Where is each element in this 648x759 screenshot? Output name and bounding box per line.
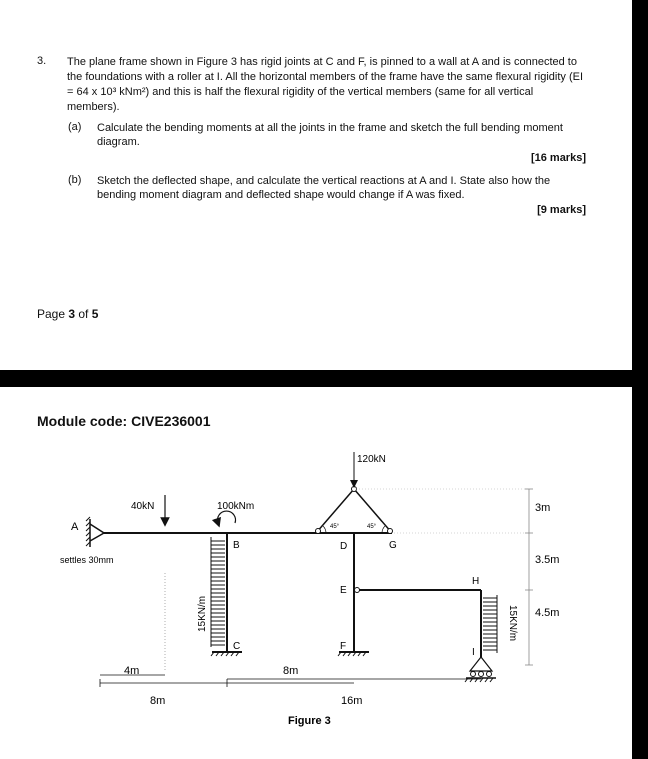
page-lower	[0, 387, 632, 759]
udl-right	[483, 595, 497, 653]
part-b-text: Sketch the deflected shape, and calculate the vertical reactions at A and I. State also how the bending moment diagram and deflected shape would change if A was fixed.	[97, 175, 551, 201]
dim-4-5m: 4.5m	[535, 607, 560, 619]
page-total: 5	[91, 307, 99, 321]
udl-left	[211, 537, 225, 647]
page-number	[37, 307, 98, 321]
module-code: Module code: CIVE236001	[37, 413, 211, 429]
pin-e	[355, 588, 360, 593]
angle-right-label: 45°	[367, 524, 377, 530]
question-number: 3.	[37, 55, 47, 67]
udl-right-label: 15KN/m	[507, 605, 518, 642]
node-b: B	[233, 540, 240, 551]
load-120kn-label: 120kN	[357, 454, 386, 465]
settlement-note: settles 30mm	[60, 555, 114, 565]
dim-4m: 4m	[124, 665, 140, 677]
figure-caption: Figure 3	[288, 715, 331, 727]
apex-truss	[316, 487, 393, 534]
dim-3-5m: 3.5m	[535, 554, 560, 566]
dim-3m: 3m	[535, 502, 551, 514]
moment-100knm-arrow	[218, 511, 236, 523]
node-h: H	[472, 576, 480, 587]
wall-support-a	[86, 517, 104, 547]
page-prefix: Page	[37, 307, 69, 321]
frame-figure	[0, 387, 632, 759]
node-g: G	[389, 540, 397, 551]
udl-left-label: 15KN/m	[197, 595, 208, 632]
node-d: D	[340, 541, 348, 552]
page-of: of	[75, 307, 92, 321]
node-a: A	[71, 521, 79, 533]
part-b-marks: [9 marks]	[537, 204, 586, 216]
fixed-support-c	[211, 652, 242, 656]
fixed-support-f	[338, 652, 369, 656]
node-i: I	[472, 647, 475, 658]
part-a-label: (a)	[68, 121, 82, 133]
dim-8m-left: 8m	[150, 695, 166, 707]
moment-100knm-label: 100kNm	[217, 501, 255, 512]
page-upper	[0, 0, 632, 370]
dim-16m: 16m	[341, 695, 363, 707]
part-a-marks: [16 marks]	[530, 152, 586, 164]
load-40kn-label: 40kN	[131, 501, 155, 512]
part-b-label: (b)	[68, 174, 82, 186]
angle-left-label: 45°	[330, 524, 340, 530]
node-e: E	[340, 585, 347, 596]
roller-support-i	[465, 657, 496, 682]
right-dimension-line	[356, 489, 533, 665]
dim-8m-mid: 8m	[283, 665, 299, 677]
part-a-text: Calculate the bending moments at all the joints in the frame and sketch the full bending moment diagram.	[97, 122, 563, 148]
question-text: The plane frame shown in Figure 3 has rigid joints at C and F, is pinned to a wall at A and is connected to the foundations with a roller at I. All the horizontal members of the frame have the same flexural rigidity (EI = 64 x 10³ kNm²) and this is half the flexural rigidity of the vertical members (same for all vertical members).	[67, 56, 584, 113]
node-f: F	[340, 641, 347, 652]
page-current: 3	[68, 307, 76, 321]
node-c: C	[233, 641, 241, 652]
